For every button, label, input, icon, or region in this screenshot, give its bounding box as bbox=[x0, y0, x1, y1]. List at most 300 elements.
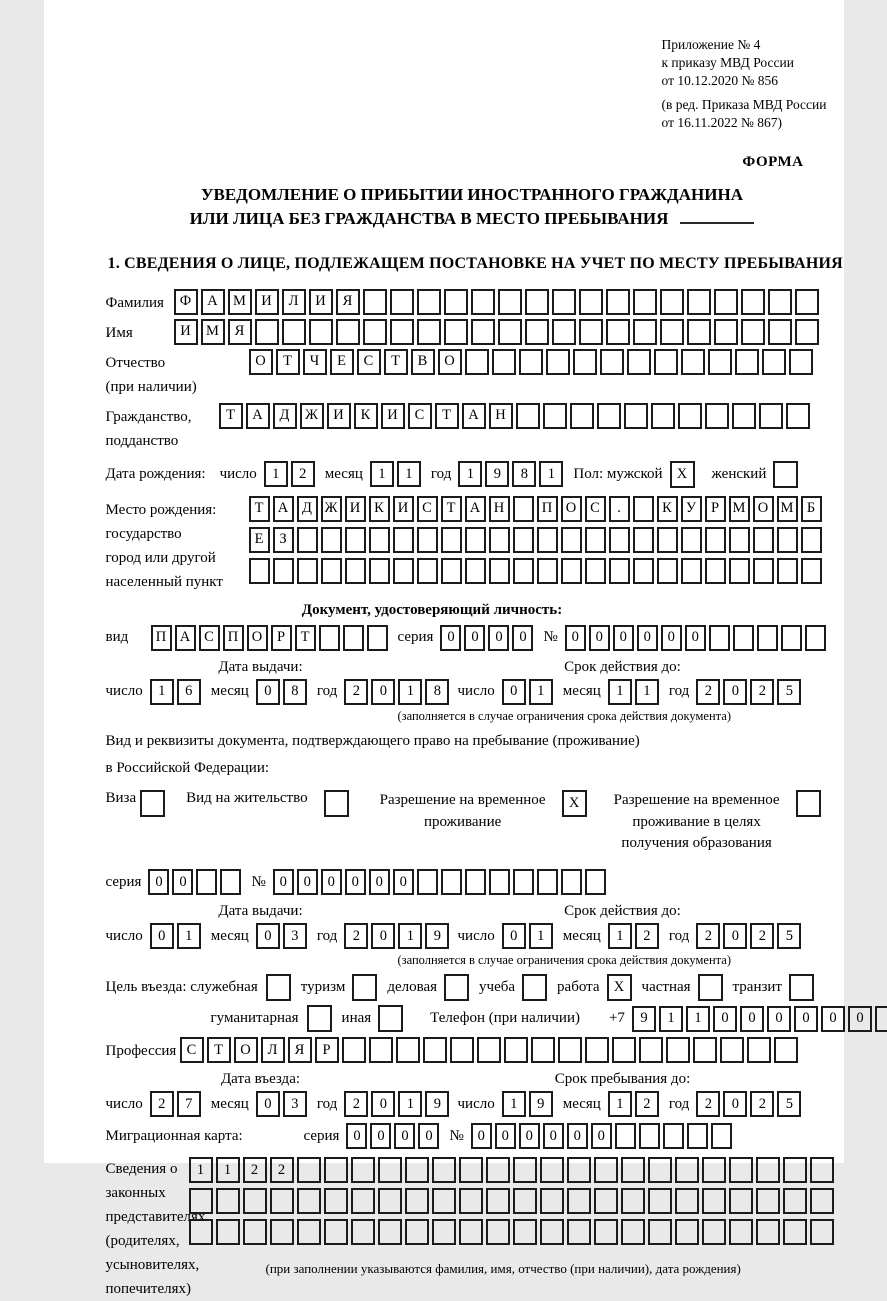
checkbox-cell[interactable]: X bbox=[670, 461, 695, 488]
char-cell[interactable] bbox=[648, 1157, 672, 1183]
char-cell[interactable] bbox=[720, 1037, 744, 1063]
checkbox-cell[interactable] bbox=[789, 974, 814, 1001]
char-cell[interactable] bbox=[492, 349, 516, 375]
char-cell[interactable]: И bbox=[309, 289, 333, 315]
char-cell[interactable]: К bbox=[354, 403, 378, 429]
char-cell[interactable] bbox=[189, 1188, 213, 1214]
char-cell[interactable] bbox=[342, 1037, 366, 1063]
char-cell[interactable] bbox=[405, 1157, 429, 1183]
char-cell[interactable] bbox=[546, 349, 570, 375]
char-cell[interactable] bbox=[321, 527, 342, 553]
char-cell[interactable] bbox=[220, 869, 241, 895]
char-cell[interactable] bbox=[531, 1037, 555, 1063]
char-cell[interactable] bbox=[648, 1188, 672, 1214]
char-cell[interactable] bbox=[513, 1219, 537, 1245]
char-cell[interactable] bbox=[486, 1219, 510, 1245]
char-cell[interactable] bbox=[741, 289, 765, 315]
char-cell[interactable] bbox=[196, 869, 217, 895]
char-cell[interactable]: А bbox=[273, 496, 294, 522]
char-cell[interactable] bbox=[567, 1188, 591, 1214]
char-cell[interactable] bbox=[741, 319, 765, 345]
char-cell[interactable]: 0 bbox=[495, 1123, 516, 1149]
char-cell[interactable] bbox=[600, 349, 624, 375]
char-cell[interactable]: 8 bbox=[425, 679, 449, 705]
char-cell[interactable] bbox=[663, 1123, 684, 1149]
char-cell[interactable] bbox=[513, 496, 534, 522]
char-cell[interactable] bbox=[585, 527, 606, 553]
char-cell[interactable]: 0 bbox=[661, 625, 682, 651]
char-cell[interactable] bbox=[249, 558, 270, 584]
char-cell[interactable] bbox=[756, 1219, 780, 1245]
char-cell[interactable] bbox=[273, 558, 294, 584]
char-cell[interactable] bbox=[675, 1157, 699, 1183]
char-cell[interactable]: Т bbox=[441, 496, 462, 522]
char-cell[interactable]: 2 bbox=[750, 923, 774, 949]
char-cell[interactable] bbox=[441, 558, 462, 584]
char-cell[interactable] bbox=[757, 625, 778, 651]
char-cell[interactable] bbox=[465, 349, 489, 375]
char-cell[interactable]: Н bbox=[489, 496, 510, 522]
char-cell[interactable]: . bbox=[609, 496, 630, 522]
char-cell[interactable]: Ч bbox=[303, 349, 327, 375]
char-cell[interactable] bbox=[243, 1219, 267, 1245]
char-cell[interactable] bbox=[709, 625, 730, 651]
char-cell[interactable] bbox=[525, 319, 549, 345]
char-cell[interactable]: 2 bbox=[243, 1157, 267, 1183]
char-cell[interactable] bbox=[594, 1157, 618, 1183]
char-cell[interactable] bbox=[585, 869, 606, 895]
char-cell[interactable]: 0 bbox=[794, 1006, 818, 1032]
char-cell[interactable]: 1 bbox=[177, 923, 201, 949]
char-cell[interactable] bbox=[540, 1157, 564, 1183]
char-cell[interactable]: 1 bbox=[216, 1157, 240, 1183]
char-cell[interactable] bbox=[552, 319, 576, 345]
char-cell[interactable]: М bbox=[201, 319, 225, 345]
char-cell[interactable] bbox=[390, 319, 414, 345]
char-cell[interactable]: У bbox=[681, 496, 702, 522]
char-cell[interactable]: 2 bbox=[150, 1091, 174, 1117]
char-cell[interactable] bbox=[774, 1037, 798, 1063]
char-cell[interactable] bbox=[345, 527, 366, 553]
checkbox-cell[interactable]: X bbox=[607, 974, 632, 1001]
char-cell[interactable]: Д bbox=[273, 403, 297, 429]
char-cell[interactable]: 0 bbox=[723, 679, 747, 705]
char-cell[interactable] bbox=[624, 403, 648, 429]
char-cell[interactable] bbox=[319, 625, 340, 651]
char-cell[interactable] bbox=[537, 558, 558, 584]
char-cell[interactable]: 0 bbox=[488, 625, 509, 651]
char-cell[interactable]: С bbox=[408, 403, 432, 429]
char-cell[interactable] bbox=[729, 1157, 753, 1183]
char-cell[interactable] bbox=[363, 289, 387, 315]
char-cell[interactable] bbox=[525, 289, 549, 315]
char-cell[interactable]: Н bbox=[489, 403, 513, 429]
char-cell[interactable] bbox=[801, 527, 822, 553]
char-cell[interactable]: Р bbox=[315, 1037, 339, 1063]
char-cell[interactable]: 2 bbox=[696, 1091, 720, 1117]
char-cell[interactable] bbox=[432, 1157, 456, 1183]
char-cell[interactable]: 2 bbox=[344, 679, 368, 705]
char-cell[interactable] bbox=[805, 625, 826, 651]
char-cell[interactable] bbox=[729, 527, 750, 553]
char-cell[interactable] bbox=[444, 289, 468, 315]
char-cell[interactable]: 0 bbox=[297, 869, 318, 895]
char-cell[interactable]: 9 bbox=[425, 1091, 449, 1117]
char-cell[interactable]: 0 bbox=[256, 923, 280, 949]
checkbox-cell[interactable] bbox=[266, 974, 291, 1001]
char-cell[interactable] bbox=[297, 558, 318, 584]
char-cell[interactable] bbox=[621, 1188, 645, 1214]
char-cell[interactable]: М bbox=[777, 496, 798, 522]
char-cell[interactable]: О bbox=[234, 1037, 258, 1063]
char-cell[interactable] bbox=[621, 1157, 645, 1183]
char-cell[interactable]: 1 bbox=[398, 679, 422, 705]
char-cell[interactable]: Б bbox=[801, 496, 822, 522]
char-cell[interactable]: 0 bbox=[393, 869, 414, 895]
char-cell[interactable] bbox=[417, 869, 438, 895]
char-cell[interactable] bbox=[558, 1037, 582, 1063]
char-cell[interactable] bbox=[579, 289, 603, 315]
char-cell[interactable]: 0 bbox=[369, 869, 390, 895]
checkbox-cell[interactable] bbox=[307, 1005, 332, 1032]
char-cell[interactable] bbox=[378, 1188, 402, 1214]
char-cell[interactable]: Е bbox=[330, 349, 354, 375]
char-cell[interactable] bbox=[324, 1188, 348, 1214]
char-cell[interactable] bbox=[471, 289, 495, 315]
char-cell[interactable]: Т bbox=[384, 349, 408, 375]
char-cell[interactable] bbox=[681, 558, 702, 584]
char-cell[interactable] bbox=[465, 558, 486, 584]
char-cell[interactable] bbox=[759, 403, 783, 429]
char-cell[interactable]: С bbox=[180, 1037, 204, 1063]
char-cell[interactable] bbox=[711, 1123, 732, 1149]
char-cell[interactable] bbox=[393, 527, 414, 553]
char-cell[interactable] bbox=[753, 527, 774, 553]
char-cell[interactable]: 0 bbox=[821, 1006, 845, 1032]
char-cell[interactable]: 8 bbox=[512, 461, 536, 487]
char-cell[interactable] bbox=[639, 1037, 663, 1063]
char-cell[interactable]: 1 bbox=[502, 1091, 526, 1117]
checkbox-cell[interactable] bbox=[324, 790, 349, 817]
char-cell[interactable]: 0 bbox=[256, 1091, 280, 1117]
char-cell[interactable] bbox=[675, 1219, 699, 1245]
char-cell[interactable] bbox=[393, 558, 414, 584]
char-cell[interactable]: 0 bbox=[345, 869, 366, 895]
char-cell[interactable]: 5 bbox=[777, 923, 801, 949]
char-cell[interactable]: М bbox=[228, 289, 252, 315]
char-cell[interactable]: Я bbox=[336, 289, 360, 315]
char-cell[interactable] bbox=[606, 319, 630, 345]
char-cell[interactable]: 0 bbox=[543, 1123, 564, 1149]
char-cell[interactable]: М bbox=[729, 496, 750, 522]
char-cell[interactable] bbox=[702, 1157, 726, 1183]
char-cell[interactable]: Р bbox=[705, 496, 726, 522]
char-cell[interactable] bbox=[297, 1157, 321, 1183]
char-cell[interactable]: 0 bbox=[713, 1006, 737, 1032]
char-cell[interactable]: Ж bbox=[321, 496, 342, 522]
char-cell[interactable]: А bbox=[462, 403, 486, 429]
char-cell[interactable]: Т bbox=[207, 1037, 231, 1063]
char-cell[interactable]: 0 bbox=[321, 869, 342, 895]
char-cell[interactable] bbox=[552, 289, 576, 315]
char-cell[interactable]: 0 bbox=[150, 923, 174, 949]
char-cell[interactable]: А bbox=[246, 403, 270, 429]
char-cell[interactable]: 0 bbox=[567, 1123, 588, 1149]
char-cell[interactable]: В bbox=[411, 349, 435, 375]
char-cell[interactable]: 1 bbox=[458, 461, 482, 487]
char-cell[interactable] bbox=[513, 1188, 537, 1214]
char-cell[interactable] bbox=[378, 1219, 402, 1245]
char-cell[interactable] bbox=[216, 1219, 240, 1245]
char-cell[interactable]: Л bbox=[261, 1037, 285, 1063]
char-cell[interactable]: Т bbox=[295, 625, 316, 651]
char-cell[interactable] bbox=[756, 1157, 780, 1183]
char-cell[interactable]: О bbox=[247, 625, 268, 651]
char-cell[interactable] bbox=[789, 349, 813, 375]
char-cell[interactable]: Т bbox=[435, 403, 459, 429]
char-cell[interactable] bbox=[777, 558, 798, 584]
checkbox-cell[interactable] bbox=[352, 974, 377, 1001]
char-cell[interactable] bbox=[321, 558, 342, 584]
char-cell[interactable] bbox=[633, 558, 654, 584]
char-cell[interactable]: 0 bbox=[767, 1006, 791, 1032]
char-cell[interactable] bbox=[633, 289, 657, 315]
char-cell[interactable] bbox=[282, 319, 306, 345]
char-cell[interactable] bbox=[396, 1037, 420, 1063]
char-cell[interactable]: 8 bbox=[283, 679, 307, 705]
char-cell[interactable] bbox=[465, 869, 486, 895]
char-cell[interactable] bbox=[660, 289, 684, 315]
char-cell[interactable] bbox=[786, 403, 810, 429]
char-cell[interactable]: Р bbox=[271, 625, 292, 651]
char-cell[interactable] bbox=[657, 558, 678, 584]
char-cell[interactable]: К bbox=[657, 496, 678, 522]
char-cell[interactable]: 1 bbox=[635, 679, 659, 705]
char-cell[interactable] bbox=[687, 289, 711, 315]
char-cell[interactable] bbox=[570, 403, 594, 429]
char-cell[interactable] bbox=[540, 1188, 564, 1214]
char-cell[interactable]: Т bbox=[276, 349, 300, 375]
checkbox-cell[interactable] bbox=[140, 790, 165, 817]
char-cell[interactable] bbox=[714, 319, 738, 345]
char-cell[interactable]: 1 bbox=[398, 923, 422, 949]
char-cell[interactable]: 5 bbox=[777, 679, 801, 705]
char-cell[interactable]: 1 bbox=[189, 1157, 213, 1183]
char-cell[interactable]: Я bbox=[288, 1037, 312, 1063]
char-cell[interactable]: 1 bbox=[150, 679, 174, 705]
char-cell[interactable]: 0 bbox=[502, 679, 526, 705]
char-cell[interactable]: 1 bbox=[608, 679, 632, 705]
char-cell[interactable]: И bbox=[393, 496, 414, 522]
char-cell[interactable] bbox=[378, 1157, 402, 1183]
char-cell[interactable] bbox=[367, 625, 388, 651]
char-cell[interactable] bbox=[705, 403, 729, 429]
char-cell[interactable]: 0 bbox=[471, 1123, 492, 1149]
char-cell[interactable]: А bbox=[201, 289, 225, 315]
char-cell[interactable]: А bbox=[465, 496, 486, 522]
char-cell[interactable] bbox=[756, 1188, 780, 1214]
char-cell[interactable]: 0 bbox=[273, 869, 294, 895]
checkbox-cell[interactable] bbox=[773, 461, 798, 488]
char-cell[interactable] bbox=[363, 319, 387, 345]
char-cell[interactable] bbox=[762, 349, 786, 375]
char-cell[interactable]: С bbox=[585, 496, 606, 522]
char-cell[interactable] bbox=[633, 527, 654, 553]
char-cell[interactable] bbox=[459, 1157, 483, 1183]
char-cell[interactable]: 1 bbox=[398, 1091, 422, 1117]
char-cell[interactable] bbox=[783, 1188, 807, 1214]
char-cell[interactable] bbox=[810, 1157, 834, 1183]
char-cell[interactable] bbox=[585, 558, 606, 584]
char-cell[interactable]: 0 bbox=[591, 1123, 612, 1149]
char-cell[interactable]: 0 bbox=[589, 625, 610, 651]
char-cell[interactable]: Д bbox=[297, 496, 318, 522]
char-cell[interactable] bbox=[432, 1219, 456, 1245]
char-cell[interactable] bbox=[465, 527, 486, 553]
char-cell[interactable] bbox=[297, 1219, 321, 1245]
char-cell[interactable] bbox=[875, 1006, 887, 1032]
char-cell[interactable] bbox=[579, 319, 603, 345]
char-cell[interactable] bbox=[504, 1037, 528, 1063]
char-cell[interactable] bbox=[747, 1037, 771, 1063]
char-cell[interactable] bbox=[537, 527, 558, 553]
char-cell[interactable] bbox=[585, 1037, 609, 1063]
char-cell[interactable]: Е bbox=[249, 527, 270, 553]
char-cell[interactable] bbox=[390, 289, 414, 315]
char-cell[interactable]: 2 bbox=[270, 1157, 294, 1183]
char-cell[interactable]: 2 bbox=[750, 1091, 774, 1117]
char-cell[interactable] bbox=[243, 1188, 267, 1214]
char-cell[interactable]: 0 bbox=[346, 1123, 367, 1149]
char-cell[interactable]: 0 bbox=[394, 1123, 415, 1149]
char-cell[interactable] bbox=[471, 319, 495, 345]
char-cell[interactable]: 0 bbox=[637, 625, 658, 651]
char-cell[interactable] bbox=[405, 1219, 429, 1245]
char-cell[interactable] bbox=[729, 558, 750, 584]
char-cell[interactable] bbox=[777, 527, 798, 553]
char-cell[interactable] bbox=[729, 1188, 753, 1214]
char-cell[interactable] bbox=[417, 289, 441, 315]
char-cell[interactable]: 0 bbox=[685, 625, 706, 651]
char-cell[interactable] bbox=[486, 1188, 510, 1214]
char-cell[interactable] bbox=[648, 1219, 672, 1245]
char-cell[interactable]: 0 bbox=[371, 1091, 395, 1117]
char-cell[interactable]: 2 bbox=[291, 461, 315, 487]
char-cell[interactable] bbox=[801, 558, 822, 584]
char-cell[interactable]: 9 bbox=[425, 923, 449, 949]
char-cell[interactable]: 1 bbox=[529, 923, 553, 949]
char-cell[interactable] bbox=[441, 869, 462, 895]
char-cell[interactable] bbox=[705, 558, 726, 584]
char-cell[interactable] bbox=[324, 1157, 348, 1183]
char-cell[interactable] bbox=[594, 1188, 618, 1214]
char-cell[interactable] bbox=[561, 527, 582, 553]
char-cell[interactable] bbox=[708, 349, 732, 375]
char-cell[interactable] bbox=[609, 527, 630, 553]
char-cell[interactable]: 1 bbox=[397, 461, 421, 487]
char-cell[interactable] bbox=[657, 527, 678, 553]
checkbox-cell[interactable] bbox=[522, 974, 547, 1001]
char-cell[interactable]: О bbox=[438, 349, 462, 375]
char-cell[interactable]: О bbox=[249, 349, 273, 375]
char-cell[interactable] bbox=[810, 1219, 834, 1245]
char-cell[interactable] bbox=[369, 1037, 393, 1063]
char-cell[interactable]: 1 bbox=[539, 461, 563, 487]
char-cell[interactable]: 1 bbox=[659, 1006, 683, 1032]
char-cell[interactable]: 2 bbox=[344, 1091, 368, 1117]
char-cell[interactable]: 0 bbox=[464, 625, 485, 651]
char-cell[interactable]: 7 bbox=[177, 1091, 201, 1117]
char-cell[interactable]: П bbox=[151, 625, 172, 651]
char-cell[interactable] bbox=[705, 527, 726, 553]
char-cell[interactable] bbox=[687, 1123, 708, 1149]
char-cell[interactable]: И bbox=[381, 403, 405, 429]
char-cell[interactable]: 0 bbox=[148, 869, 169, 895]
char-cell[interactable] bbox=[810, 1188, 834, 1214]
char-cell[interactable]: Т bbox=[249, 496, 270, 522]
char-cell[interactable] bbox=[606, 289, 630, 315]
char-cell[interactable] bbox=[189, 1219, 213, 1245]
char-cell[interactable] bbox=[795, 289, 819, 315]
char-cell[interactable] bbox=[345, 558, 366, 584]
char-cell[interactable] bbox=[561, 869, 582, 895]
char-cell[interactable]: 2 bbox=[635, 1091, 659, 1117]
char-cell[interactable] bbox=[513, 527, 534, 553]
char-cell[interactable] bbox=[768, 289, 792, 315]
char-cell[interactable] bbox=[609, 558, 630, 584]
char-cell[interactable] bbox=[633, 319, 657, 345]
char-cell[interactable] bbox=[270, 1188, 294, 1214]
char-cell[interactable] bbox=[753, 558, 774, 584]
char-cell[interactable]: 0 bbox=[740, 1006, 764, 1032]
char-cell[interactable] bbox=[255, 319, 279, 345]
char-cell[interactable] bbox=[450, 1037, 474, 1063]
char-cell[interactable] bbox=[369, 558, 390, 584]
char-cell[interactable]: И bbox=[174, 319, 198, 345]
char-cell[interactable] bbox=[351, 1219, 375, 1245]
char-cell[interactable] bbox=[654, 349, 678, 375]
char-cell[interactable] bbox=[693, 1037, 717, 1063]
char-cell[interactable] bbox=[417, 319, 441, 345]
char-cell[interactable] bbox=[666, 1037, 690, 1063]
char-cell[interactable] bbox=[678, 403, 702, 429]
char-cell[interactable] bbox=[675, 1188, 699, 1214]
char-cell[interactable] bbox=[459, 1188, 483, 1214]
char-cell[interactable] bbox=[351, 1188, 375, 1214]
char-cell[interactable] bbox=[714, 289, 738, 315]
char-cell[interactable]: О bbox=[561, 496, 582, 522]
char-cell[interactable] bbox=[732, 403, 756, 429]
char-cell[interactable]: С bbox=[357, 349, 381, 375]
checkbox-cell[interactable] bbox=[698, 974, 723, 1001]
char-cell[interactable]: 1 bbox=[608, 923, 632, 949]
char-cell[interactable] bbox=[459, 1219, 483, 1245]
char-cell[interactable]: Л bbox=[282, 289, 306, 315]
char-cell[interactable]: И bbox=[327, 403, 351, 429]
char-cell[interactable] bbox=[651, 403, 675, 429]
char-cell[interactable]: 0 bbox=[370, 1123, 391, 1149]
char-cell[interactable] bbox=[733, 625, 754, 651]
checkbox-cell[interactable] bbox=[796, 790, 821, 817]
char-cell[interactable] bbox=[519, 349, 543, 375]
char-cell[interactable] bbox=[660, 319, 684, 345]
char-cell[interactable]: 1 bbox=[370, 461, 394, 487]
char-cell[interactable] bbox=[561, 558, 582, 584]
char-cell[interactable] bbox=[324, 1219, 348, 1245]
char-cell[interactable]: 0 bbox=[256, 679, 280, 705]
checkbox-cell[interactable] bbox=[444, 974, 469, 1001]
checkbox-cell[interactable] bbox=[378, 1005, 403, 1032]
